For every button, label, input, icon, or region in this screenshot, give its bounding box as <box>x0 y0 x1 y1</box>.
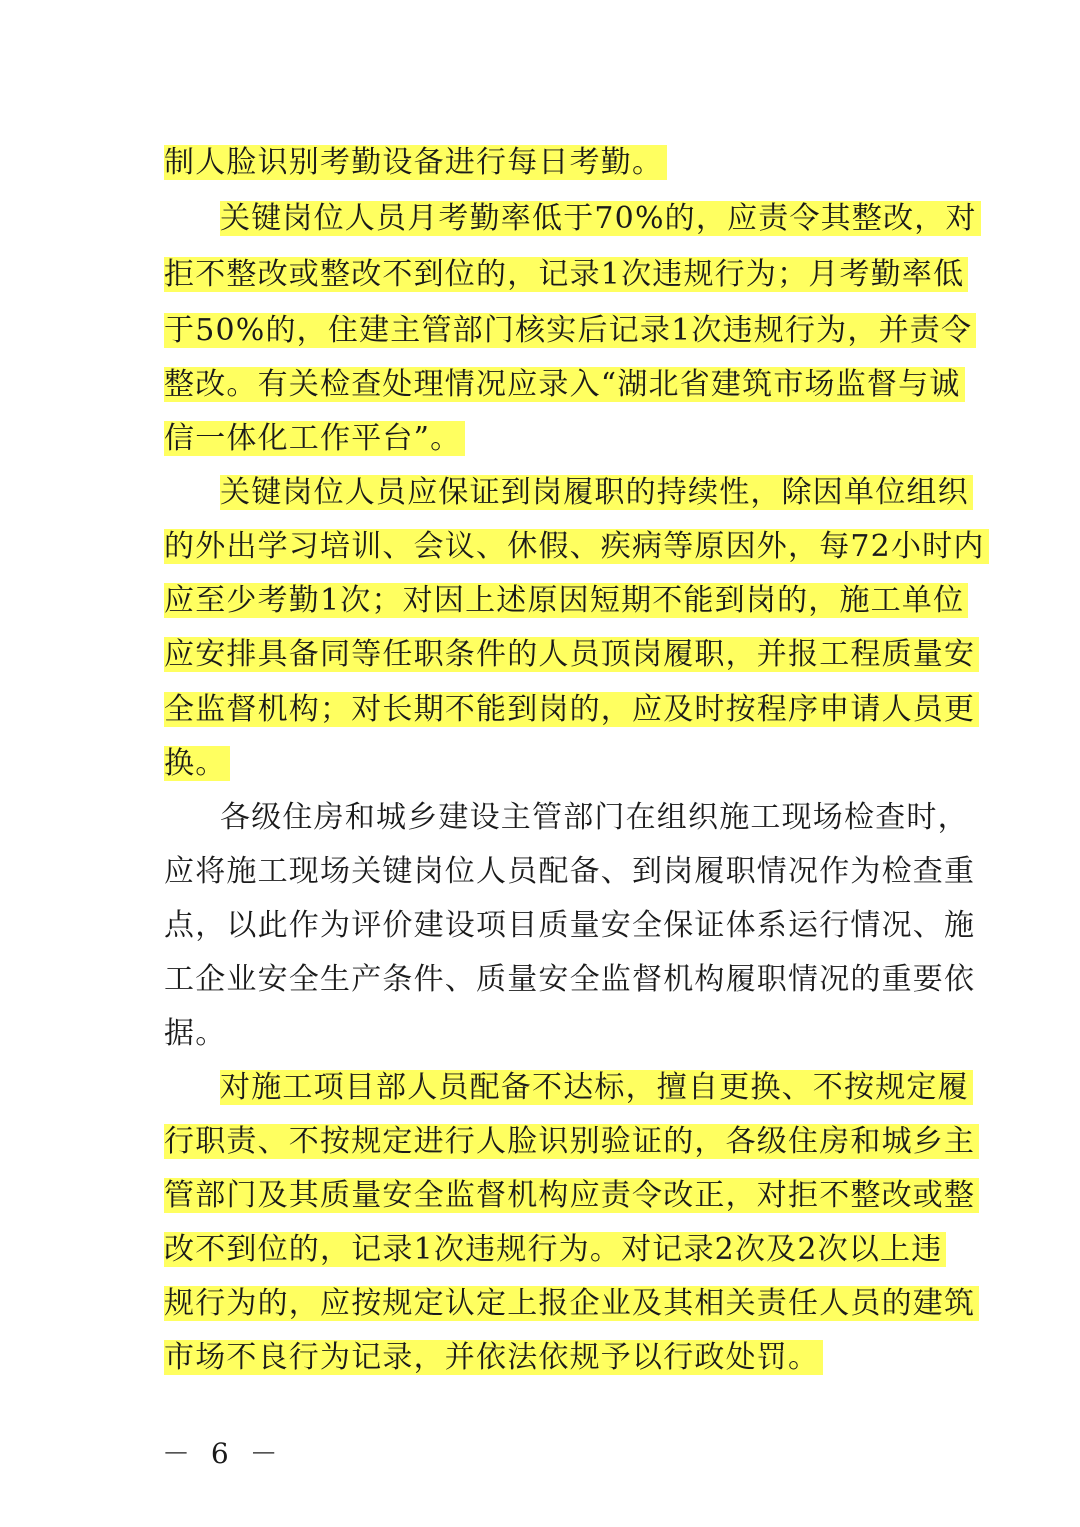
text-line <box>164 737 230 791</box>
highlighted-text: 规行为的，应按规定认定上报企业及其相关责任人员的建筑 <box>164 1286 979 1321</box>
text-line <box>220 791 969 845</box>
highlighted-text: 关键岗位人员应保证到岗履职的持续性，除因单位组织 <box>220 475 973 510</box>
text-line <box>164 1331 823 1385</box>
highlighted-text: 改不到位的，记录1次违规行为。对记录2次及2次以上违 <box>164 1232 946 1267</box>
text-line <box>164 574 968 628</box>
text-line <box>164 358 965 412</box>
text-line <box>164 412 465 466</box>
plain-text: 据。 <box>164 1016 227 1051</box>
plain-text: 应将施工现场关键岗位人员配备、到岗履职情况作为检查重 <box>164 854 976 889</box>
highlighted-text: 的外出学习培训、会议、休假、疾病等原因外，每72小时内 <box>164 529 989 564</box>
highlighted-text: 关键岗位人员月考勤率低于70%的，应责令其整改，对 <box>220 201 981 236</box>
text-line <box>220 1061 973 1115</box>
highlighted-text: 应安排具备同等任职条件的人员顶岗履职，并报工程质量安 <box>164 637 979 672</box>
text-line <box>164 628 979 682</box>
text-line <box>164 248 968 302</box>
text-line <box>164 953 975 1007</box>
text-line <box>164 1223 946 1277</box>
text-line <box>164 683 979 737</box>
plain-text: 各级住房和城乡建设主管部门在组织施工现场检查时， <box>220 800 969 835</box>
highlighted-text: 信一体化工作平台”。 <box>164 421 465 456</box>
highlighted-text: 行职责、不按规定进行人脸识别验证的，各级住房和城乡主 <box>164 1124 979 1159</box>
text-line <box>164 304 976 358</box>
text-line <box>220 466 973 520</box>
highlighted-text: 对施工项目部人员配备不达标，擅自更换、不按规定履 <box>220 1070 973 1105</box>
highlighted-text: 于50%的，住建主管部门核实后记录1次违规行为，并责令 <box>164 313 976 348</box>
page-number: － 6 － <box>162 1437 284 1470</box>
text-line <box>164 1169 979 1223</box>
text-line <box>164 1007 226 1061</box>
highlighted-text: 拒不整改或整改不到位的，记录1次违规行为；月考勤率低 <box>164 257 968 292</box>
highlighted-text: 应至少考勤1次；对因上述原因短期不能到岗的，施工单位 <box>164 583 968 618</box>
highlighted-text: 换。 <box>164 746 230 781</box>
text-line <box>164 899 975 953</box>
text-line <box>164 136 667 190</box>
highlighted-text: 整改。有关检查处理情况应录入“湖北省建筑市场监督与诚 <box>164 367 965 402</box>
plain-text: 工企业安全生产条件、质量安全监督机构履职情况的重要依 <box>164 962 976 997</box>
text-line <box>164 1115 979 1169</box>
highlighted-text: 管部门及其质量安全监督机构应责令改正，对拒不整改或整 <box>164 1178 979 1213</box>
text-line <box>220 192 981 246</box>
highlighted-text: 制人脸识别考勤设备进行每日考勤。 <box>164 145 667 180</box>
highlighted-text: 市场不良行为记录，并依法依规予以行政处罚。 <box>164 1340 823 1375</box>
highlighted-text: 全监督机构；对长期不能到岗的，应及时按程序申请人员更 <box>164 692 979 727</box>
text-line <box>164 845 975 899</box>
text-line <box>164 1277 979 1331</box>
plain-text: 点，以此作为评价建设项目质量安全保证体系运行情况、施 <box>164 908 976 943</box>
text-line <box>164 520 989 574</box>
